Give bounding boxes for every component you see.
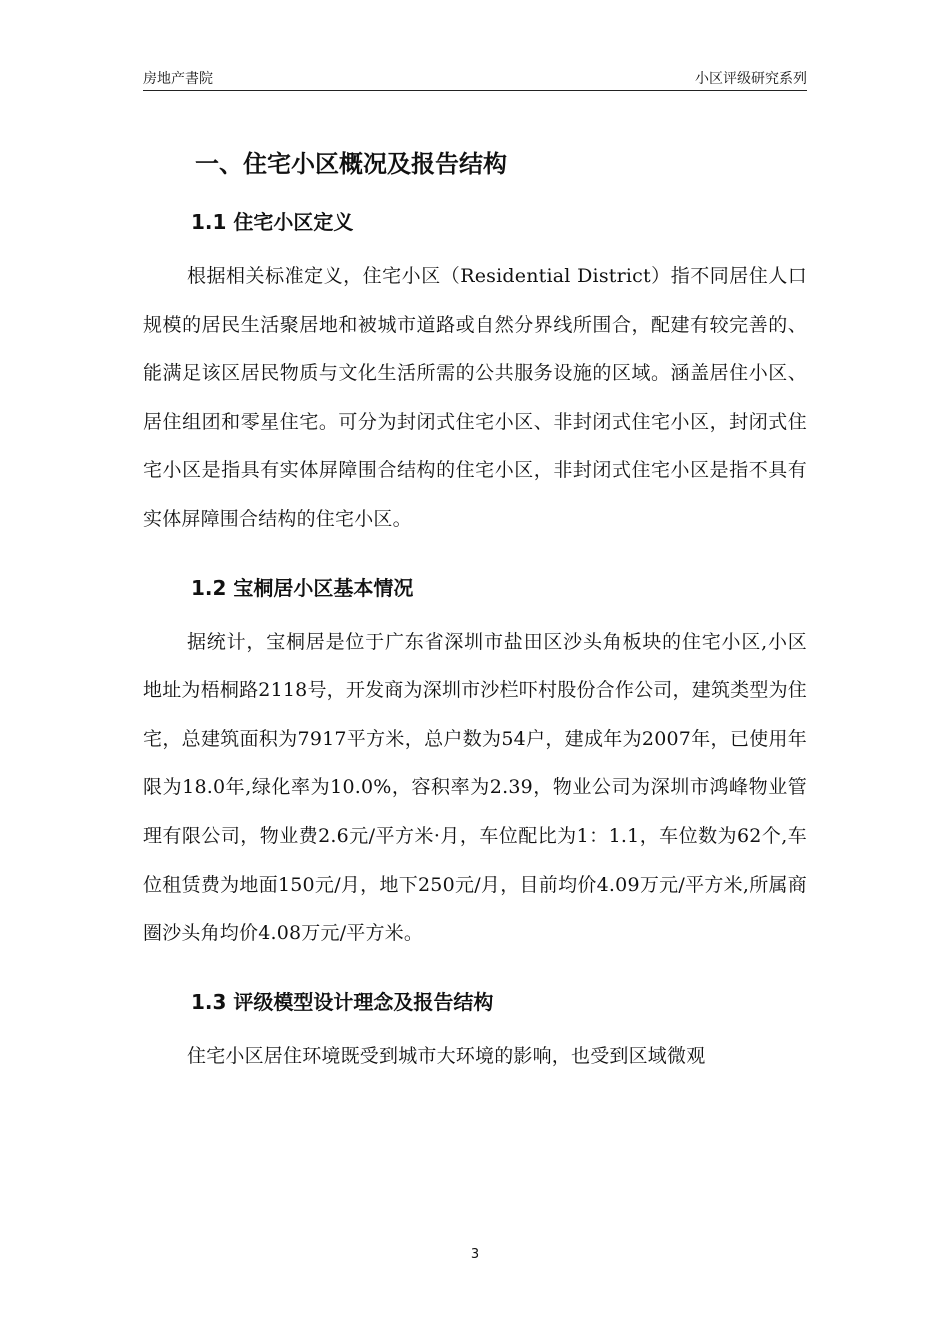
paragraph-definition: 根据相关标准定义，住宅小区（Residential District）指不同居住人口规模的居民生活聚居地和被城市道路或自然分界线所围合，配建有较完善的、能满足该区居民物质与文化生活所需的公共服务设施的区域。涵盖居住小区、居住组团和零星住宅。可分为封闭式住宅小区、非封闭式住宅小区，封闭式住宅小区是指具有实体屏障围合结构的住宅小区，非封闭式住宅小区是指不具有实体屏障围合结构的住宅小区。 <box>143 265 807 530</box>
section-title: 一、住宅小区概况及报告结构 <box>195 150 507 178</box>
subsection-heading-1-2: 1.2 宝桐居小区基本情况 <box>191 575 414 600</box>
paragraph-model-design: 住宅小区居住环境既受到城市大环境的影响，也受到区域微观 <box>187 1044 706 1067</box>
page-header <box>143 64 807 90</box>
header-divider <box>143 90 807 91</box>
subsection-heading-1-3: 1.3 评级模型设计理念及报告结构 <box>191 989 494 1014</box>
header-series-title: 小区评级研究系列 <box>695 71 807 87</box>
page-number: 3 <box>470 1247 480 1262</box>
subsection-heading-1-1: 1.1 住宅小区定义 <box>191 210 354 234</box>
paragraph-basic-info: 据统计，宝桐居是位于广东省深圳市盐田区沙头角板块的住宅小区,小区地址为梧桐路2118号，开发商为深圳市沙栏吓村股份合作公司，建筑类型为住宅，总建筑面积为7917平方米，总户数为54户，建成年为2007年，已使用年限为18.0年,绿化率为10.0%，容积率为2.39，物业公司为深圳市鸿峰物业管理有限公司，物业费2.6元/平方米·月，车位配比为1：1.1，车位数为62个,车位租赁费为地面150元/月，地下250元/月，目前均价4.09万元/平方米,所属商圈沙头角均价4.08万元/平方米。 <box>143 630 807 945</box>
header-publisher: 房地产書院 <box>143 71 213 87</box>
document-body <box>143 138 807 1080</box>
